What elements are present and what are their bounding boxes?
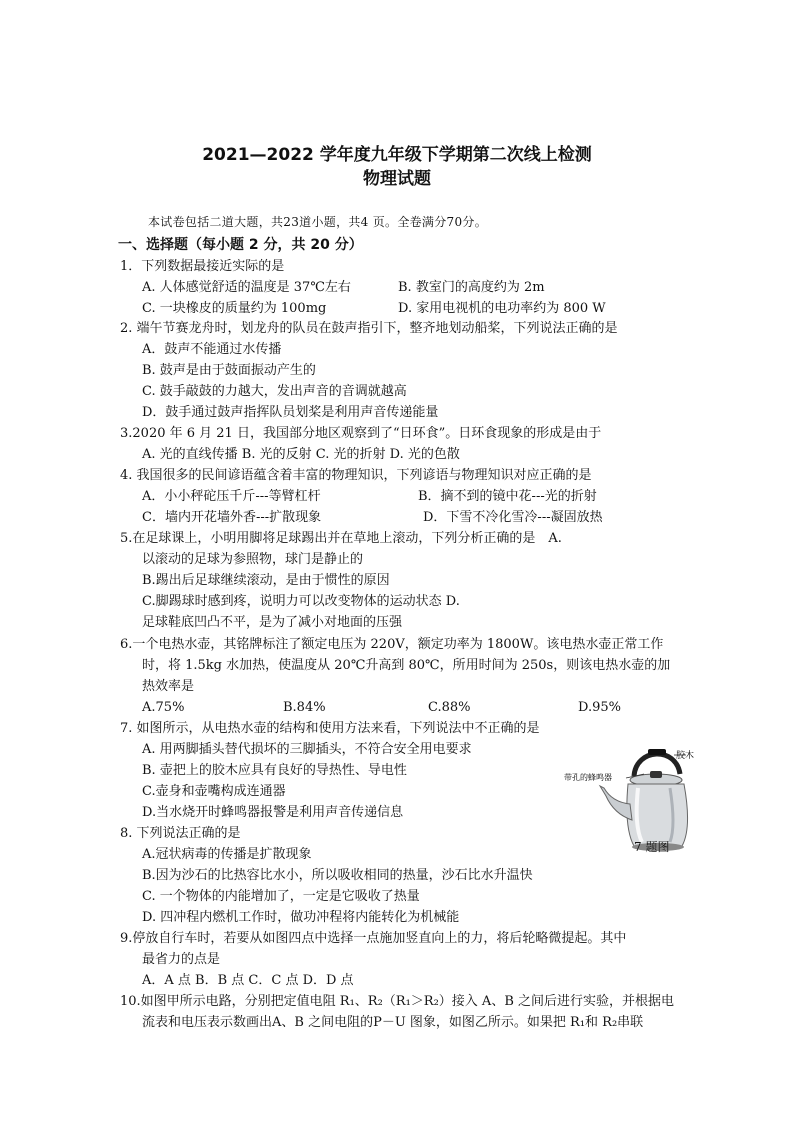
q6-option-c: C.88% — [428, 700, 471, 715]
q1-option-c: C. 一块橡皮的质量约为 100mg — [142, 301, 327, 316]
q7-option-c: C.壶身和壶嘴构成连通器 — [142, 784, 286, 799]
q7-option-d: D.当水烧开时蜂鸣器报警是利用声音传递信息 — [142, 805, 404, 820]
q7-option-a: A. 用两脚插头替代损坏的三脚插头，不符合安全用电要求 — [142, 742, 472, 757]
label-handle: 胶木 — [676, 751, 695, 761]
q6-option-d: D.95% — [578, 700, 621, 715]
q10-line-2: 流表和电压表示数画出A、B 之间电阻的P－U 图象，如图乙所示。如果把 R₁和 R₂串联 — [142, 1015, 644, 1030]
q8-option-c: C. 一个物体的内能增加了，一定是它吸收了热量 — [142, 889, 420, 904]
q2-option-c: C. 鼓手敲鼓的力越大，发出声音的音调就越高 — [142, 384, 407, 399]
q4-option-b: B．摘不到的镜中花---光的折射 — [418, 489, 597, 504]
q2-option-a: A．鼓声不能通过水传播 — [142, 342, 282, 357]
q4-option-c: C．墙内开花墙外香---扩散现象 — [142, 510, 322, 525]
q8-option-d: D. 四冲程内燃机工作时，做功冲程将内能转化为机械能 — [142, 910, 460, 925]
q6-option-a: A.75% — [142, 700, 185, 715]
section-heading: 一、选择题（每小题 2 分，共 20 分） — [118, 237, 363, 253]
q4-stem: 4. 我国很多的民间谚语蕴含着丰富的物理知识，下列谚语与物理知识对应正确的是 — [120, 468, 592, 483]
q5-line-4: C.脚踢球时感到疼，说明力可以改变物体的运动状态 D. — [142, 594, 460, 609]
q7-stem: 7. 如图所示，从电热水壶的结构和使用方法来看，下列说法中不正确的是 — [120, 721, 540, 736]
q3-options: A. 光的直线传播 B. 光的反射 C. 光的折射 D. 光的色散 — [142, 447, 460, 462]
q4-option-a: A．小小秤砣压千斤---等臂杠杆 — [142, 489, 321, 504]
q3-stem: 3.2020 年 6 月 21 日，我国部分地区观察到了“日环食”。日环食现象的形成是由于 — [120, 426, 602, 441]
exam-title: 2021—2022 学年度九年级下学期第二次线上检测 — [202, 145, 592, 165]
q6-option-b: B.84% — [283, 700, 326, 715]
exam-instructions: 本试卷包括二道大题，共23道小题，共4 页。全卷满分70分。 — [148, 215, 487, 229]
kettle-drawing — [600, 749, 688, 851]
label-buzzer: 带孔的蜂鸣器 — [564, 773, 612, 782]
q6-line-2: 时，将 1.5kg 水加热，使温度从 20℃升高到 80℃，所用时间为 250s，则该电热水壶的加 — [142, 658, 671, 673]
q5-line-3: B.踢出后足球继续滚动，是由于惯性的原因 — [142, 573, 390, 588]
q8-option-b: B.因为沙石的比热容比水小，所以吸收相同的热量，沙石比水升温快 — [142, 868, 533, 883]
q7-option-b: B. 壶把上的胶木应具有良好的导热性、导电性 — [142, 763, 407, 778]
q6-line-1: 6.一个电热水壶，其铭牌标注了额定电压为 220V，额定功率为 1800W。该电热水壶正常工作 — [120, 637, 664, 652]
q10-line-1: 10.如图甲所示电路，分别把定值电阻 R₁、R₂（R₁＞R₂）接入 A、B 之间后进行实验，并根据电 — [120, 994, 675, 1009]
kettle-figure — [556, 738, 706, 856]
q5-line-5: 足球鞋底凹凸不平，是为了减小对地面的压强 — [142, 615, 403, 630]
q1-stem: 1．下列数据最接近实际的是 — [120, 259, 285, 274]
exam-subtitle: 物理试题 — [363, 169, 431, 189]
q1-option-b: B. 教室门的高度约为 2m — [398, 280, 545, 295]
q5-line-1: 5.在足球课上，小明用脚将足球踢出并在草地上滚动，下列分析正确的是 A. — [120, 531, 562, 546]
q9-line-2: 最省力的点是 — [142, 952, 221, 967]
q5-line-2: 以滚动的足球为参照物，球门是静止的 — [142, 552, 364, 567]
q2-stem: 2. 端午节赛龙舟时，划龙舟的队员在鼓声指引下，整齐地划动船桨，下列说法正确的是 — [120, 321, 618, 336]
q8-stem: 8. 下列说法正确的是 — [120, 826, 241, 841]
q9-line-1: 9.停放自行车时，若要从如图四点中选择一点施加竖直向上的力，将后轮略微提起。其中 — [120, 931, 627, 946]
q2-option-b: B. 鼓声是由于鼓面振动产生的 — [142, 363, 316, 378]
q7-figure-caption: 7 题图 — [634, 840, 670, 854]
q4-option-d: D．下雪不冷化雪冷---凝固放热 — [423, 510, 603, 525]
q9-options: A．A 点 B．B 点 C．C 点 D．D 点 — [142, 973, 354, 988]
q2-option-d: D．鼓手通过鼓声指挥队员划桨是利用声音传递能量 — [142, 405, 439, 420]
q6-line-3: 热效率是 — [142, 679, 195, 694]
q8-option-a: A.冠状病毒的传播是扩散现象 — [142, 847, 312, 862]
q1-option-d: D. 家用电视机的电功率约为 800 W — [398, 301, 606, 316]
q1-option-a: A. 人体感觉舒适的温度是 37℃左右 — [142, 280, 351, 295]
